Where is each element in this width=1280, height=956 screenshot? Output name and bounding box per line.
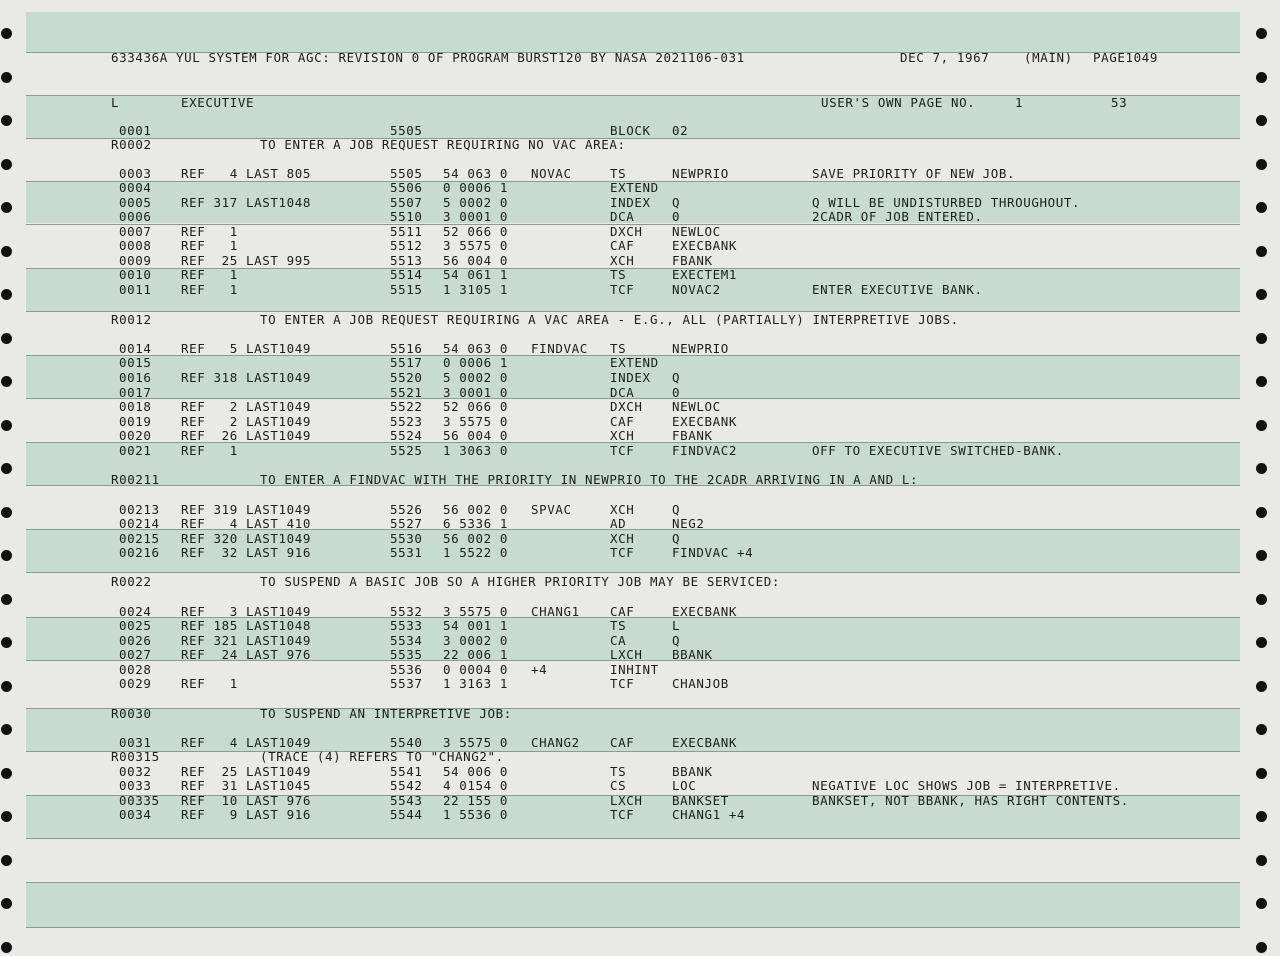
sequence-number: 0021 bbox=[119, 443, 152, 458]
feed-hole bbox=[1256, 594, 1267, 605]
memory-address: 5523 bbox=[390, 414, 423, 429]
reference-info: REF 1 bbox=[181, 676, 238, 691]
memory-address: 5515 bbox=[390, 282, 423, 297]
sequence-number: 0029 bbox=[119, 676, 152, 691]
listing-line bbox=[0, 415, 1240, 429]
listing-line bbox=[0, 648, 1240, 662]
octal-word: 3 5575 0 bbox=[443, 604, 509, 619]
listing-line bbox=[0, 808, 1240, 822]
feed-hole bbox=[1256, 681, 1267, 692]
octal-word: 0 0006 1 bbox=[443, 355, 509, 370]
reference-info: REF 1 bbox=[181, 267, 238, 282]
memory-address: 5520 bbox=[390, 370, 423, 385]
header-page-number: PAGE1049 bbox=[1093, 50, 1159, 65]
operand: EXECBANK bbox=[672, 735, 738, 750]
memory-address: 5513 bbox=[390, 253, 423, 268]
opcode: CAF bbox=[610, 414, 635, 429]
sequence-number: 0020 bbox=[119, 428, 152, 443]
sequence-number: 00213 bbox=[119, 502, 160, 517]
octal-word: 56 004 0 bbox=[443, 428, 509, 443]
operand: 02 bbox=[672, 123, 689, 138]
octal-word: 54 061 1 bbox=[443, 267, 509, 282]
sequence-number: 0024 bbox=[119, 604, 152, 619]
listing-line bbox=[0, 794, 1240, 808]
reference-info: REF 25 LAST 995 bbox=[181, 253, 312, 268]
opcode: LXCH bbox=[610, 647, 643, 662]
operand: EXECBANK bbox=[672, 604, 738, 619]
listing-line bbox=[0, 181, 1240, 195]
opcode: TCF bbox=[610, 545, 635, 560]
green-band bbox=[26, 12, 1240, 52]
sequence-number: 0005 bbox=[119, 195, 152, 210]
octal-word: 6 5336 1 bbox=[443, 516, 509, 531]
operand: Q bbox=[672, 531, 681, 546]
listing-line bbox=[0, 677, 1240, 691]
memory-address: 5541 bbox=[390, 764, 423, 779]
listing-line bbox=[0, 503, 1240, 517]
memory-address: 5531 bbox=[390, 545, 423, 560]
octal-word: 1 3163 1 bbox=[443, 676, 509, 691]
memory-address: 5543 bbox=[390, 793, 423, 808]
octal-word: 5 0002 0 bbox=[443, 195, 509, 210]
memory-address: 5532 bbox=[390, 604, 423, 619]
feed-hole bbox=[1, 942, 12, 953]
sequence-number: 00335 bbox=[119, 793, 160, 808]
line-comment: OFF TO EXECUTIVE SWITCHED-BANK. bbox=[812, 443, 1064, 458]
reference-info: REF 10 LAST 976 bbox=[181, 793, 312, 808]
listing-line bbox=[0, 444, 1240, 458]
remark-text: (TRACE (4) REFERS TO "CHANG2". bbox=[260, 749, 504, 764]
operand: EXECTEM1 bbox=[672, 267, 738, 282]
listing-line bbox=[0, 356, 1240, 370]
sequence-number: 0027 bbox=[119, 647, 152, 662]
opcode: DXCH bbox=[610, 399, 643, 414]
rule-line bbox=[26, 838, 1240, 839]
remark-line bbox=[0, 575, 1240, 589]
opcode: CA bbox=[610, 633, 627, 648]
opcode: XCH bbox=[610, 253, 635, 268]
users-page-number: 1 bbox=[1015, 95, 1024, 110]
feed-hole bbox=[1256, 463, 1267, 474]
sequence-number: 0011 bbox=[119, 282, 152, 297]
reference-info: REF 321 LAST1049 bbox=[181, 633, 312, 648]
feed-hole bbox=[1256, 855, 1267, 866]
feed-hole bbox=[1, 855, 12, 866]
octal-word: 3 0001 0 bbox=[443, 385, 509, 400]
listing-line bbox=[0, 239, 1240, 253]
feed-hole bbox=[1256, 507, 1267, 518]
octal-word: 56 002 0 bbox=[443, 531, 509, 546]
feed-hole bbox=[1256, 550, 1267, 561]
symbol-label: SPVAC bbox=[531, 502, 572, 517]
sequence-number: 0016 bbox=[119, 370, 152, 385]
opcode: TCF bbox=[610, 282, 635, 297]
remark-text: TO ENTER A FINDVAC WITH THE PRIORITY IN NEWPRIO TO THE 2CADR ARRIVING IN A AND L: bbox=[260, 472, 919, 487]
opcode: INDEX bbox=[610, 195, 651, 210]
octal-word: 1 5536 0 bbox=[443, 807, 509, 822]
operand: LOC bbox=[672, 778, 697, 793]
feed-hole bbox=[1256, 724, 1267, 735]
reference-info: REF 2 LAST1049 bbox=[181, 399, 312, 414]
sequence-number: 0009 bbox=[119, 253, 152, 268]
operand: NEWPRIO bbox=[672, 166, 729, 181]
memory-address: 5540 bbox=[390, 735, 423, 750]
sequence-number: 0017 bbox=[119, 385, 152, 400]
operand: FBANK bbox=[672, 428, 713, 443]
feed-hole bbox=[1256, 333, 1267, 344]
octal-word: 1 3063 0 bbox=[443, 443, 509, 458]
octal-word: 22 006 1 bbox=[443, 647, 509, 662]
octal-word: 0 0006 1 bbox=[443, 180, 509, 195]
listing-line bbox=[0, 765, 1240, 779]
opcode: DXCH bbox=[610, 224, 643, 239]
reference-info: REF 4 LAST 805 bbox=[181, 166, 312, 181]
memory-address: 5510 bbox=[390, 209, 423, 224]
operand: BBANK bbox=[672, 764, 713, 779]
line-comment: ENTER EXECUTIVE BANK. bbox=[812, 282, 983, 297]
memory-address: 5517 bbox=[390, 355, 423, 370]
operand: NEWPRIO bbox=[672, 341, 729, 356]
feed-hole bbox=[1, 898, 12, 909]
octal-word: 56 004 0 bbox=[443, 253, 509, 268]
memory-address: 5527 bbox=[390, 516, 423, 531]
line-comment: BANKSET, NOT BBANK, HAS RIGHT CONTENTS. bbox=[812, 793, 1129, 808]
reference-info: REF 24 LAST 976 bbox=[181, 647, 312, 662]
sequence-number: 0001 bbox=[119, 123, 152, 138]
remark-line bbox=[0, 138, 1240, 152]
octal-word: 5 0002 0 bbox=[443, 370, 509, 385]
sequence-number: 0033 bbox=[119, 778, 152, 793]
sequence-number: R0002 bbox=[111, 137, 152, 152]
memory-address: 5505 bbox=[390, 166, 423, 181]
listing-line bbox=[0, 371, 1240, 385]
listing-line bbox=[0, 546, 1240, 560]
memory-address: 5505 bbox=[390, 123, 423, 138]
sequence-number: 0006 bbox=[119, 209, 152, 224]
memory-address: 5511 bbox=[390, 224, 423, 239]
remark-text: TO SUSPEND AN INTERPRETIVE JOB: bbox=[260, 706, 512, 721]
listing-line bbox=[0, 342, 1240, 356]
reference-info: REF 26 LAST1049 bbox=[181, 428, 312, 443]
operand: NEWLOC bbox=[672, 399, 721, 414]
opcode: CAF bbox=[610, 604, 635, 619]
listing-line bbox=[0, 779, 1240, 793]
feed-hole bbox=[1256, 768, 1267, 779]
listing-line bbox=[0, 268, 1240, 282]
memory-address: 5530 bbox=[390, 531, 423, 546]
listing-line bbox=[0, 196, 1240, 210]
green-band bbox=[26, 882, 1240, 927]
reference-info: REF 4 LAST 410 bbox=[181, 516, 312, 531]
remark-line bbox=[0, 473, 1240, 487]
memory-address: 5534 bbox=[390, 633, 423, 648]
listing-line bbox=[0, 736, 1240, 750]
octal-word: 56 002 0 bbox=[443, 502, 509, 517]
rule-line bbox=[26, 927, 1240, 928]
operand: CHANJOB bbox=[672, 676, 729, 691]
sequence-number: R00315 bbox=[111, 749, 160, 764]
subheader-code: 53 bbox=[1111, 95, 1128, 110]
rule-line bbox=[26, 882, 1240, 883]
sequence-number: 0007 bbox=[119, 224, 152, 239]
opcode: TS bbox=[610, 764, 627, 779]
symbol-label: +4 bbox=[531, 662, 548, 677]
sequence-number: 0025 bbox=[119, 618, 152, 633]
sequence-number: 0003 bbox=[119, 166, 152, 181]
symbol-label: FINDVAC bbox=[531, 341, 588, 356]
sequence-number: R0022 bbox=[111, 574, 152, 589]
reference-info: REF 1 bbox=[181, 238, 238, 253]
sequence-number: 0015 bbox=[119, 355, 152, 370]
remark-line bbox=[0, 707, 1240, 721]
reference-info: REF 1 bbox=[181, 224, 238, 239]
memory-address: 5542 bbox=[390, 778, 423, 793]
listing-line bbox=[0, 210, 1240, 224]
memory-address: 5512 bbox=[390, 238, 423, 253]
reference-info: REF 319 LAST1049 bbox=[181, 502, 312, 517]
feed-hole bbox=[1256, 246, 1267, 257]
operand: L bbox=[672, 618, 681, 633]
opcode: TS bbox=[610, 341, 627, 356]
octal-word: 3 0001 0 bbox=[443, 209, 509, 224]
opcode: XCH bbox=[610, 502, 635, 517]
octal-word: 3 5575 0 bbox=[443, 414, 509, 429]
sequence-number: 0018 bbox=[119, 399, 152, 414]
sequence-number: 0004 bbox=[119, 180, 152, 195]
operand: BBANK bbox=[672, 647, 713, 662]
reference-info: REF 1 bbox=[181, 282, 238, 297]
feed-hole bbox=[1, 28, 12, 39]
operand: CHANG1 +4 bbox=[672, 807, 746, 822]
line-comment: NEGATIVE LOC SHOWS JOB = INTERPRETIVE. bbox=[812, 778, 1121, 793]
memory-address: 5521 bbox=[390, 385, 423, 400]
sequence-number: 00214 bbox=[119, 516, 160, 531]
octal-word: 54 006 0 bbox=[443, 764, 509, 779]
operand: Q bbox=[672, 502, 681, 517]
reference-info: REF 320 LAST1049 bbox=[181, 531, 312, 546]
reference-info: REF 31 LAST1045 bbox=[181, 778, 312, 793]
opcode: LXCH bbox=[610, 793, 643, 808]
opcode: EXTEND bbox=[610, 355, 659, 370]
feed-hole bbox=[1256, 420, 1267, 431]
opcode: EXTEND bbox=[610, 180, 659, 195]
operand: NEWLOC bbox=[672, 224, 721, 239]
memory-address: 5516 bbox=[390, 341, 423, 356]
listing-line bbox=[0, 225, 1240, 239]
memory-address: 5522 bbox=[390, 399, 423, 414]
memory-address: 5535 bbox=[390, 647, 423, 662]
reference-info: REF 25 LAST1049 bbox=[181, 764, 312, 779]
opcode: CAF bbox=[610, 735, 635, 750]
reference-info: REF 185 LAST1048 bbox=[181, 618, 312, 633]
remark-line bbox=[0, 750, 1240, 764]
remark-text: TO SUSPEND A BASIC JOB SO A HIGHER PRIORITY JOB MAY BE SERVICED: bbox=[260, 574, 781, 589]
feed-hole bbox=[1256, 811, 1267, 822]
listing-line bbox=[0, 634, 1240, 648]
operand: FBANK bbox=[672, 253, 713, 268]
feed-hole bbox=[1, 72, 12, 83]
memory-address: 5506 bbox=[390, 180, 423, 195]
feed-hole bbox=[1256, 28, 1267, 39]
remark-line bbox=[0, 313, 1240, 327]
users-page-label: USER'S OWN PAGE NO. bbox=[821, 95, 976, 110]
operand: FINDVAC2 bbox=[672, 443, 738, 458]
feed-hole bbox=[1256, 159, 1267, 170]
opcode: DCA bbox=[610, 385, 635, 400]
reference-info: REF 4 LAST1049 bbox=[181, 735, 312, 750]
opcode: XCH bbox=[610, 531, 635, 546]
opcode: TCF bbox=[610, 443, 635, 458]
header-date: DEC 7, 1967 bbox=[900, 50, 990, 65]
memory-address: 5536 bbox=[390, 662, 423, 677]
subheader-letter: L bbox=[111, 95, 120, 110]
reference-info: REF 5 LAST1049 bbox=[181, 341, 312, 356]
sequence-number: R0012 bbox=[111, 312, 152, 327]
listing-line bbox=[0, 517, 1240, 531]
remark-text: TO ENTER A JOB REQUEST REQUIRING NO VAC AREA: bbox=[260, 137, 626, 152]
operand: Q bbox=[672, 370, 681, 385]
feed-hole bbox=[1256, 942, 1267, 953]
sequence-number: 0014 bbox=[119, 341, 152, 356]
subheader-name: EXECUTIVE bbox=[181, 95, 255, 110]
operand: Q bbox=[672, 195, 681, 210]
feed-hole bbox=[1256, 115, 1267, 126]
octal-word: 0 0004 0 bbox=[443, 662, 509, 677]
sequence-number: 0010 bbox=[119, 267, 152, 282]
listing-line bbox=[0, 167, 1240, 181]
line-comment: 2CADR OF JOB ENTERED. bbox=[812, 209, 983, 224]
reference-info: REF 32 LAST 916 bbox=[181, 545, 312, 560]
reference-info: REF 1 bbox=[181, 443, 238, 458]
operand: EXECBANK bbox=[672, 414, 738, 429]
listing-line bbox=[0, 663, 1240, 677]
reference-info: REF 3 LAST1049 bbox=[181, 604, 312, 619]
line-comment: SAVE PRIORITY OF NEW JOB. bbox=[812, 166, 1016, 181]
opcode: CAF bbox=[610, 238, 635, 253]
memory-address: 5524 bbox=[390, 428, 423, 443]
opcode: DCA bbox=[610, 209, 635, 224]
memory-address: 5507 bbox=[390, 195, 423, 210]
octal-word: 54 063 0 bbox=[443, 341, 509, 356]
opcode: TS bbox=[610, 267, 627, 282]
memory-address: 5537 bbox=[390, 676, 423, 691]
operand: BANKSET bbox=[672, 793, 729, 808]
opcode: TCF bbox=[610, 676, 635, 691]
feed-hole bbox=[1, 594, 12, 605]
octal-word: 3 5575 0 bbox=[443, 238, 509, 253]
octal-word: 54 063 0 bbox=[443, 166, 509, 181]
octal-word: 52 066 0 bbox=[443, 224, 509, 239]
opcode: INDEX bbox=[610, 370, 651, 385]
reference-info: REF 2 LAST1049 bbox=[181, 414, 312, 429]
memory-address: 5514 bbox=[390, 267, 423, 282]
octal-word: 3 5575 0 bbox=[443, 735, 509, 750]
sequence-number: 0026 bbox=[119, 633, 152, 648]
opcode: CS bbox=[610, 778, 627, 793]
line-comment: Q WILL BE UNDISTURBED THROUGHOUT. bbox=[812, 195, 1081, 210]
operand: Q bbox=[672, 633, 681, 648]
reference-info: REF 318 LAST1049 bbox=[181, 370, 312, 385]
listing-line bbox=[0, 429, 1240, 443]
opcode: XCH bbox=[610, 428, 635, 443]
opcode: AD bbox=[610, 516, 627, 531]
reference-info: REF 317 LAST1048 bbox=[181, 195, 312, 210]
memory-address: 5526 bbox=[390, 502, 423, 517]
sequence-number: 0019 bbox=[119, 414, 152, 429]
octal-word: 4 0154 0 bbox=[443, 778, 509, 793]
octal-word: 54 001 1 bbox=[443, 618, 509, 633]
sequence-number: R0030 bbox=[111, 706, 152, 721]
octal-word: 3 0002 0 bbox=[443, 633, 509, 648]
listing-line bbox=[0, 254, 1240, 268]
listing-line bbox=[0, 124, 1240, 138]
feed-hole bbox=[1256, 898, 1267, 909]
operand: 0 bbox=[672, 209, 681, 224]
operand: 0 bbox=[672, 385, 681, 400]
listing-line bbox=[0, 532, 1240, 546]
sequence-number: 0008 bbox=[119, 238, 152, 253]
octal-word: 22 155 0 bbox=[443, 793, 509, 808]
feed-hole bbox=[1, 724, 12, 735]
listing-line bbox=[0, 605, 1240, 619]
octal-word: 52 066 0 bbox=[443, 399, 509, 414]
header-section: (MAIN) bbox=[1024, 50, 1073, 65]
operand: NOVAC2 bbox=[672, 282, 721, 297]
listing-line bbox=[0, 619, 1240, 633]
sequence-number: 0031 bbox=[119, 735, 152, 750]
opcode: TS bbox=[610, 618, 627, 633]
listing-line bbox=[0, 400, 1240, 414]
feed-hole bbox=[1256, 202, 1267, 213]
symbol-label: CHANG2 bbox=[531, 735, 580, 750]
memory-address: 5544 bbox=[390, 807, 423, 822]
opcode: BLOCK bbox=[610, 123, 651, 138]
octal-word: 1 3105 1 bbox=[443, 282, 509, 297]
opcode: TS bbox=[610, 166, 627, 181]
opcode: TCF bbox=[610, 807, 635, 822]
sequence-number: R00211 bbox=[111, 472, 160, 487]
symbol-label: CHANG1 bbox=[531, 604, 580, 619]
listing-line bbox=[0, 283, 1240, 297]
opcode: INHINT bbox=[610, 662, 659, 677]
operand: NEG2 bbox=[672, 516, 705, 531]
header-title-line: 633436A YUL SYSTEM FOR AGC: REVISION 0 OF PROGRAM BURST120 BY NASA 2021106-031 bbox=[111, 50, 745, 65]
sequence-number: 00215 bbox=[119, 531, 160, 546]
symbol-label: NOVAC bbox=[531, 166, 572, 181]
listing-line bbox=[0, 386, 1240, 400]
reference-info: REF 9 LAST 916 bbox=[181, 807, 312, 822]
feed-hole bbox=[1256, 376, 1267, 387]
sequence-number: 00216 bbox=[119, 545, 160, 560]
octal-word: 1 5522 0 bbox=[443, 545, 509, 560]
memory-address: 5525 bbox=[390, 443, 423, 458]
remark-text: TO ENTER A JOB REQUEST REQUIRING A VAC AREA - E.G., ALL (PARTIALLY) INTERPRETIVE JOBS. bbox=[260, 312, 959, 327]
feed-hole bbox=[1256, 637, 1267, 648]
feed-hole bbox=[1256, 72, 1267, 83]
feed-hole bbox=[1256, 289, 1267, 300]
sequence-number: 0034 bbox=[119, 807, 152, 822]
memory-address: 5533 bbox=[390, 618, 423, 633]
rule-line bbox=[26, 572, 1240, 573]
operand: EXECBANK bbox=[672, 238, 738, 253]
sequence-number: 0032 bbox=[119, 764, 152, 779]
operand: FINDVAC +4 bbox=[672, 545, 754, 560]
sequence-number: 0028 bbox=[119, 662, 152, 677]
